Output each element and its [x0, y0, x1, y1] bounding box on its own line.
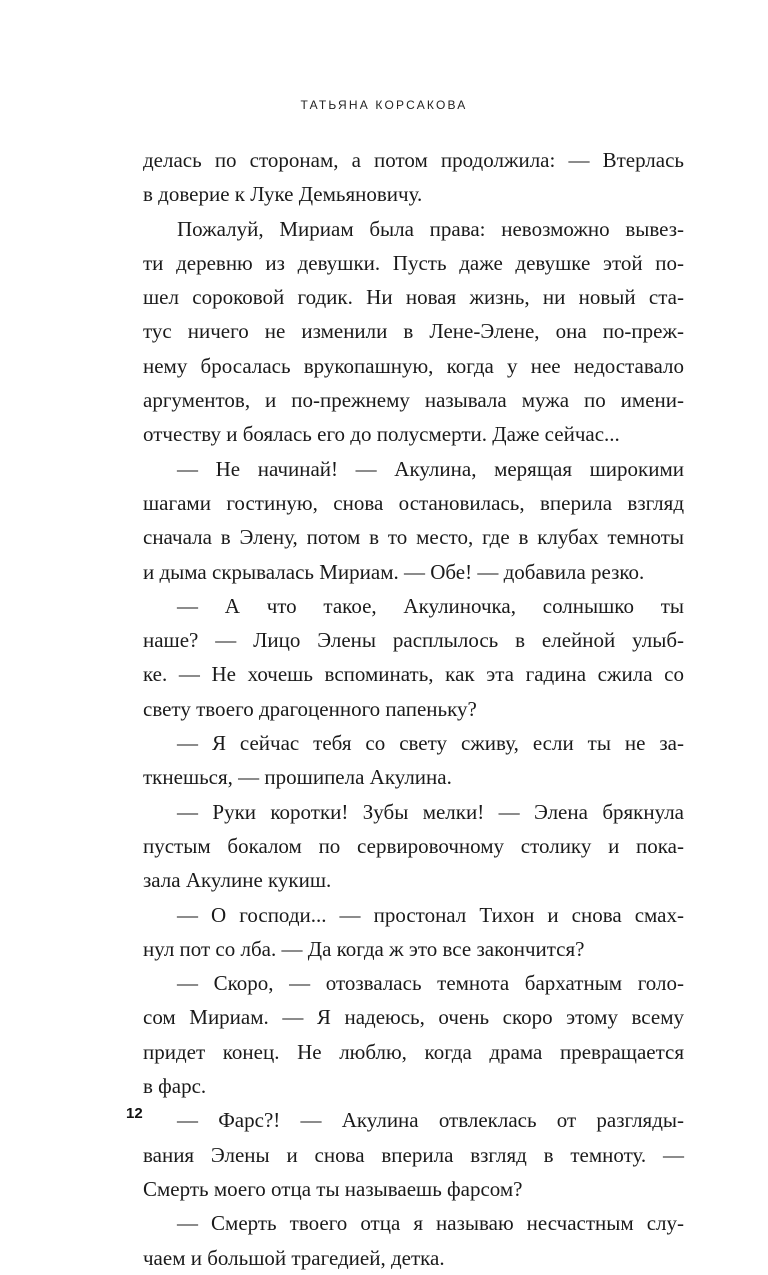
- text-line: тус ничего не изменили в Лене-Элене, она по-преж-: [143, 319, 684, 344]
- text-line: сом Мириам. — Я надеюсь, очень скоро этому всему: [143, 1005, 684, 1030]
- text-line: — Фарс?! — Акулина отвлеклась от разгляды-: [177, 1108, 684, 1133]
- text-line: нему бросалась врукопашную, когда у нее недоставало: [143, 353, 684, 378]
- text-line: ке. — Не хочешь вспоминать, как эта гадина сжила со: [143, 662, 684, 687]
- text-line: в доверие к Луке Демьяновичу.: [143, 182, 423, 207]
- text-line: Пожалуй, Мириам была права: невозможно вывез-: [177, 216, 684, 241]
- text-line: шагами гостиную, снова остановилась, вперила взгляд: [143, 490, 684, 515]
- text-line: ткнешься, — прошипела Акулина.: [143, 765, 452, 790]
- text-line: в фарс.: [143, 1074, 207, 1099]
- text-line: — А что такое, Акулиночка, солнышко ты: [177, 593, 684, 618]
- text-line: чаем и большой трагедией, детка.: [143, 1245, 445, 1270]
- text-line: Смерть моего отца ты называешь фарсом?: [143, 1176, 523, 1201]
- text-line: — Смерть твоего отца я называю несчастным слу-: [177, 1211, 684, 1236]
- page-number: 12: [126, 1105, 143, 1122]
- text-line: и дыма скрывалась Мириам. — Обе! — добавила резко.: [143, 559, 645, 584]
- text-line: — О господи... — простонал Тихон и снова смах-: [177, 902, 684, 927]
- text-line: пустым бокалом по сервировочному столику и пока-: [143, 833, 684, 858]
- text-line: придет конец. Не люблю, когда драма превращается: [143, 1039, 684, 1064]
- body-text: [143, 143, 684, 1275]
- running-head: ТАТЬЯНА КОРСАКОВА: [300, 98, 468, 112]
- text-line: свету твоего драгоценного папеньку?: [143, 696, 477, 721]
- text-line: ти деревню из девушки. Пусть даже девушке этой по-: [143, 250, 684, 275]
- text-line: отчеству и боялась его до полусмерти. Даже сейчас...: [143, 422, 620, 447]
- text-line: — Я сейчас тебя со свету сживу, если ты не за-: [177, 731, 684, 756]
- text-line: — Руки коротки! Зубы мелки! — Элена брякнула: [177, 799, 684, 824]
- text-line: — Не начинай! — Акулина, мерящая широкими: [177, 456, 684, 481]
- text-line: делась по сторонам, а потом продолжила: — Втерлась: [143, 148, 684, 172]
- text-line: зала Акулине кукиш.: [143, 868, 332, 893]
- text-line: аргументов, и по-прежнему называла мужа по имени-: [143, 388, 684, 413]
- text-line: вания Элены и снова вперила взгляд в темноту. —: [143, 1142, 684, 1167]
- text-line: сначала в Элену, потом в то место, где в клубах темноты: [143, 525, 684, 550]
- text-line: нул пот со лба. — Да когда ж это все закончится?: [143, 936, 585, 961]
- text-line: наше? — Лицо Элены расплылось в елейной улыб-: [143, 628, 684, 653]
- text-line: — Скоро, — отозвалась темнота бархатным голо-: [177, 971, 684, 996]
- text-line: шел сороковой годик. Ни новая жизнь, ни новый ста-: [143, 285, 684, 310]
